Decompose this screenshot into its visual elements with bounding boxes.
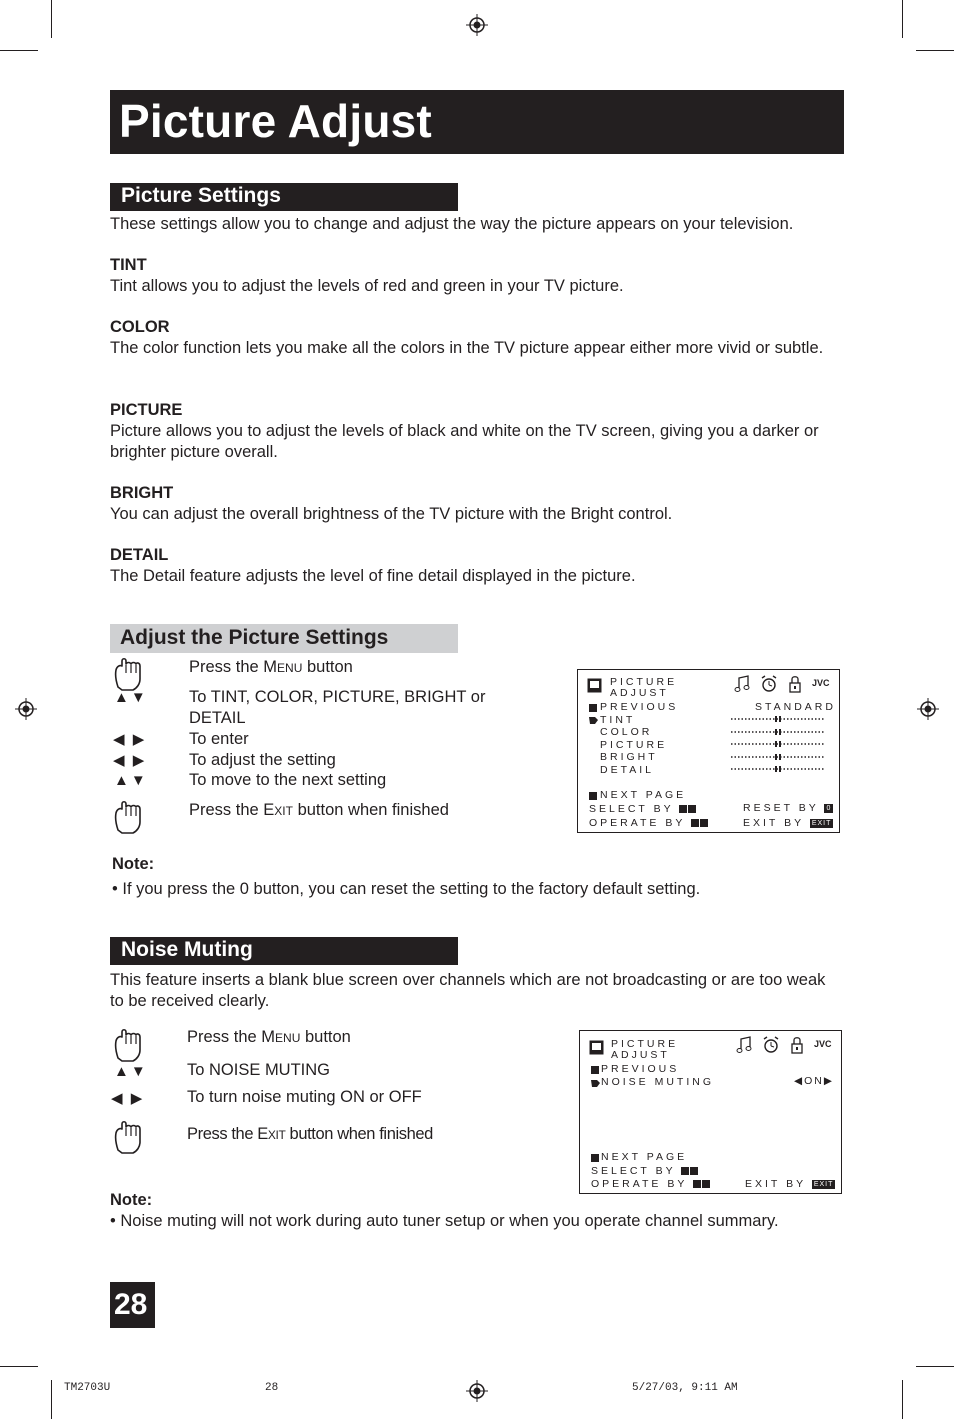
crop-mark [0,1366,38,1367]
section-heading-adjust [110,624,458,653]
step-enter: To enter [189,730,249,748]
step-press-exit: Press the Exit button when finished [189,801,449,819]
level-bar-detail [731,766,825,772]
registration-mark-icon [466,14,488,36]
remote-hand-icon [112,800,146,836]
footer-timestamp: 5/27/03, 9:11 AM [632,1382,738,1394]
crop-mark [902,1380,903,1419]
section-heading-picture-settings [110,183,458,211]
remote-hand-icon [112,657,146,693]
lock-icon [790,1036,804,1054]
osd-row-picture: PICTURE [600,739,668,751]
section-heading-text: Picture Settings [121,184,281,207]
lock-icon [788,675,802,693]
page-title-bar [110,90,844,154]
osd-reset-by: RESET BY 0 [743,802,832,814]
footer-code: TM2703U [64,1382,111,1394]
down-key-icon [591,1154,599,1162]
left-right-arrows-icon: ◀ ▶ [111,1090,145,1107]
section-heading-text: Noise Muting [121,938,253,961]
setting-desc-tint: Tint allows you to adjust the levels of red and green in your TV picture. [110,277,624,295]
level-bar-tint [731,716,825,722]
up-key-icon [589,704,597,712]
up-key-icon [591,1066,599,1074]
osd-previous: PREVIOUS [601,1063,680,1075]
tv-icon [587,678,602,693]
up-down-arrows-icon: ▲▼ [114,772,148,789]
music-note-icon [734,675,750,693]
osd-exit-by: EXIT BY EXIT [743,817,832,829]
step-next-setting: To move to the next setting [189,771,387,789]
osd-picture-adjust-screen [577,669,840,833]
step-press-menu: Press the Menu button [189,658,353,676]
level-bar-picture [731,741,825,747]
down-key-icon [589,792,597,800]
setting-desc-picture: Picture allows you to adjust the levels of black and white on the TV screen, giving you a darker or brighter picture overall. [110,422,819,461]
remote-hand-icon [112,1028,146,1064]
osd-row-bright: BRIGHT [600,751,658,763]
note-noise-muting: • Noise muting will not work during auto tuner setup or when you operate channel summary. [110,1212,779,1230]
setting-label-color: COLOR [110,318,170,336]
setting-label-tint: TINT [110,256,147,274]
osd-mode: STANDARD [755,701,836,713]
page-title: Picture Adjust [119,95,432,147]
left-right-arrows-icon: ◀ ▶ [113,752,147,769]
registration-mark-icon [917,698,939,720]
note-label: Note: [112,855,155,873]
remote-hand-icon [112,1120,146,1156]
note-label: Note: [110,1191,153,1209]
osd-title-line2: ADJUST [611,1049,670,1061]
osd-operate-by: OPERATE BY [589,817,708,829]
osd-title-line1: PICTURE [611,1038,679,1050]
osd-operate-by: OPERATE BY [591,1178,710,1190]
up-down-arrows-icon: ▲▼ [114,689,148,706]
osd-title-line1: PICTURE [610,676,678,688]
section-heading-noise-muting [110,937,458,965]
crop-mark [902,0,903,38]
level-bar-bright [731,754,825,760]
alarm-clock-icon [760,675,778,693]
osd-noise-muting-value: ◀ON▶ [794,1075,834,1087]
setting-label-bright: BRIGHT [110,484,174,502]
osd-next-page: NEXT PAGE [600,789,687,801]
footer-page: 28 [265,1382,279,1394]
noise-step-press-menu: Press the Menu button [187,1028,351,1046]
osd-row-detail: DETAIL [600,764,654,776]
noise-step-toggle: To turn noise muting ON or OFF [187,1088,422,1106]
section-heading-text: Adjust the Picture Settings [120,626,389,649]
step-adjust: To adjust the setting [189,751,336,769]
alarm-clock-icon [762,1036,780,1054]
osd-row-color: COLOR [600,726,653,738]
osd-noise-muting-screen [579,1030,842,1194]
level-bar-color [731,729,825,735]
osd-select-by: SELECT BY [591,1165,698,1177]
setting-label-picture: PICTURE [110,401,183,419]
crop-mark [51,1380,52,1419]
pointing-hand-icon [588,715,599,725]
left-right-arrows-icon: ◀ ▶ [113,731,147,748]
osd-title-line2: ADJUST [610,687,669,699]
picture-settings-intro: These settings allow you to change and adjust the way the picture appears on your television. [110,215,794,233]
osd-previous: PREVIOUS [600,701,679,713]
step-select-setting: To TINT, COLOR, PICTURE, BRIGHT or DETAIL [189,688,486,727]
noise-intro: This feature inserts a blank blue screen over channels which are not broadcasting or are too weak to be received clearly. [110,971,826,1010]
crop-mark [916,1366,954,1367]
registration-mark-icon [466,1380,488,1402]
osd-next-page: NEXT PAGE [601,1151,688,1163]
setting-label-detail: DETAIL [110,546,169,564]
registration-mark-icon [15,698,37,720]
setting-desc-color: The color function lets you make all the colors in the TV picture appear either more vivid or subtle. [110,339,824,357]
note-reset: • If you press the 0 button, you can reset the setting to the factory default setting. [112,880,701,898]
setting-desc-detail: The Detail feature adjusts the level of fine detail displayed in the picture. [110,567,636,585]
crop-mark [916,50,954,51]
noise-step-select: To NOISE MUTING [187,1061,331,1079]
jvc-logo: JVC [814,1039,832,1049]
page-number: 28 [114,1288,148,1321]
page-number-badge [110,1282,155,1328]
osd-exit-by: EXIT BY EXIT [745,1178,834,1190]
crop-mark [51,0,52,38]
pointing-hand-icon [590,1078,601,1088]
up-down-arrows-icon: ▲▼ [114,1063,148,1080]
jvc-logo: JVC [812,678,830,688]
crop-mark [0,50,38,51]
tv-icon [589,1040,604,1055]
osd-row-tint: TINT [600,714,636,726]
noise-step-press-exit: Press the Exit button when finished [187,1125,433,1143]
osd-row-noise-muting: NOISE MUTING [601,1076,715,1088]
setting-desc-bright: You can adjust the overall brightness of the TV picture with the Bright control. [110,505,673,523]
music-note-icon [736,1036,752,1054]
osd-select-by: SELECT BY [589,803,696,815]
